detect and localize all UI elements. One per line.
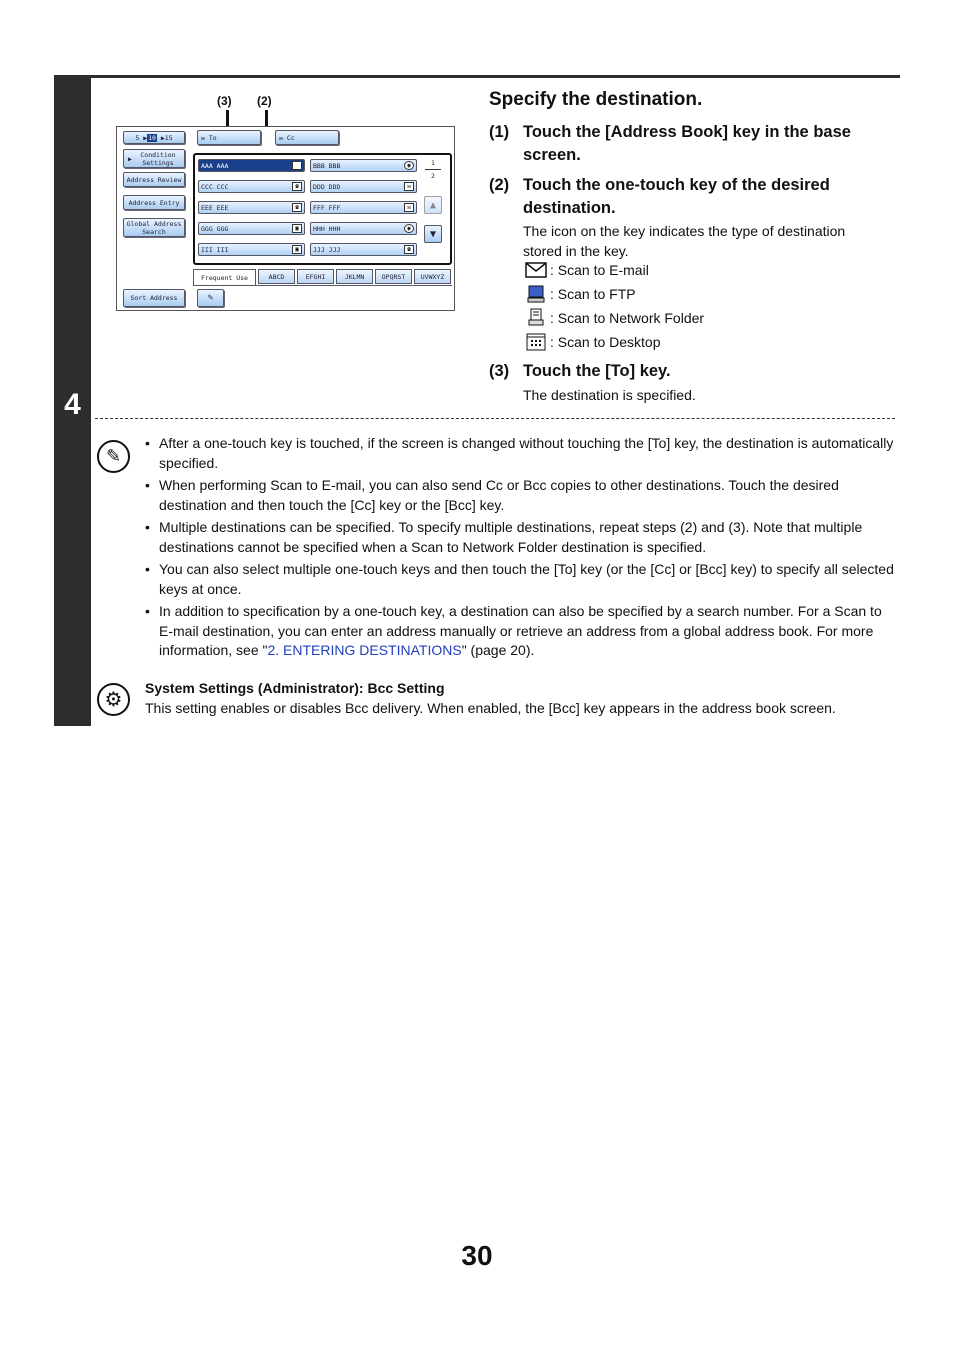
page-current: 1 bbox=[431, 159, 435, 167]
computer-icon bbox=[525, 284, 547, 304]
fax-icon: ☎ bbox=[292, 182, 302, 191]
to-icon: ✉ bbox=[201, 133, 205, 142]
tab-abcd[interactable]: ABCD bbox=[258, 269, 295, 284]
pager-right: 15 bbox=[164, 133, 173, 142]
note-item: • When performing Scan to E-mail, you can also send Cc or Bcc copies to other destinations. Touch the desired destination and then touch the [Cc] key or the [Bcc] key. bbox=[145, 476, 895, 515]
system-settings-title: System Settings (Administrator): Bcc Setting bbox=[145, 680, 445, 696]
address-entry-button[interactable]: Address Entry bbox=[123, 195, 185, 210]
cc-button[interactable] bbox=[275, 130, 339, 145]
to-label: To bbox=[208, 133, 217, 142]
tab-opqrst[interactable]: OPQRST bbox=[375, 269, 412, 284]
step-number: 4 bbox=[64, 388, 81, 421]
substep-3: (3) Touch the [To] key. bbox=[489, 362, 671, 380]
desktop-grid-icon bbox=[525, 332, 547, 352]
key-aaa[interactable]: AAA AAA ✉ bbox=[198, 159, 305, 172]
cc-label: Cc bbox=[286, 133, 295, 142]
notes-list bbox=[145, 434, 895, 664]
folder-icon: ◉ bbox=[404, 161, 414, 170]
pencil-note-icon: ✎ bbox=[97, 440, 130, 473]
address-book-screen bbox=[116, 126, 455, 311]
fax-icon: ☎ bbox=[404, 245, 414, 254]
mail-icon: ✉ bbox=[292, 161, 302, 170]
folder-icon: ◉ bbox=[404, 224, 414, 233]
substep-3-description: The destination is specified. bbox=[523, 387, 696, 403]
callout-2: (2) bbox=[257, 94, 272, 108]
substep-1: (1) Touch the [Address Book] key in the base screen. bbox=[489, 123, 851, 164]
fax-icon: ☎ bbox=[292, 203, 302, 212]
tab-frequent-use[interactable]: Frequent Use bbox=[193, 269, 256, 285]
entering-destinations-link[interactable]: 2. ENTERING DESTINATIONS bbox=[267, 642, 462, 658]
legend-network-folder: : Scan to Network Folder bbox=[525, 308, 704, 328]
mail-icon: ✉ bbox=[404, 203, 414, 212]
substep-2-description: The icon on the key indicates the type of destination stored in the key. bbox=[523, 223, 846, 259]
dashed-divider bbox=[95, 418, 895, 419]
key-hhh[interactable]: HHH HHH ◉ bbox=[310, 222, 417, 235]
note-item: • In addition to specification by a one-touch key, a destination can also be specified by a search number. For a Scan to E-mail destination, you can enter an address manually or retrieve an address from a global address book. For more information, see "2. ENTERING DESTINATIONS" (page 20). bbox=[145, 602, 895, 661]
pager-left: 5 bbox=[135, 133, 140, 142]
key-jjj[interactable]: JJJ JJJ ☎ bbox=[310, 243, 417, 256]
pager-mid: 10 bbox=[148, 133, 156, 142]
tab-uvwxyz[interactable]: UVWXYZ bbox=[414, 269, 451, 284]
sort-address-button[interactable]: Sort Address bbox=[123, 289, 185, 307]
key-iii[interactable]: III III ▣ bbox=[198, 243, 305, 256]
key-eee[interactable]: EEE EEE ☎ bbox=[198, 201, 305, 214]
address-review-button[interactable]: Address Review bbox=[123, 172, 185, 187]
substep-2: (2) Touch the one-touch key of the desired destination. bbox=[489, 176, 830, 217]
mail-icon: ✉ bbox=[404, 182, 414, 191]
network-folder-icon bbox=[525, 308, 547, 328]
key-fff[interactable]: FFF FFF ✉ bbox=[310, 201, 417, 214]
cc-icon: ✉ bbox=[279, 133, 283, 142]
top-rule bbox=[54, 75, 900, 78]
key-ccc[interactable]: CCC CCC ☎ bbox=[198, 180, 305, 193]
gear-icon: ⚙ bbox=[97, 683, 130, 716]
system-settings-text: This setting enables or disables Bcc delivery. When enabled, the [Bcc] key appears in the address book screen. bbox=[145, 700, 836, 716]
tab-jklmn[interactable]: JKLMN bbox=[336, 269, 373, 284]
tab-efghi[interactable]: EFGHI bbox=[297, 269, 334, 284]
scroll-up-icon[interactable]: ▲ bbox=[424, 196, 442, 214]
scroll-down-icon[interactable]: ▼ bbox=[424, 225, 442, 243]
pager-control[interactable]: 5 ▶ 10 ▶ 15 bbox=[123, 131, 185, 144]
key-ddd[interactable]: DDD DDD ✉ bbox=[310, 180, 417, 193]
page-indicator bbox=[422, 159, 444, 180]
key-ggg[interactable]: GGG GGG ▣ bbox=[198, 222, 305, 235]
page-total: 2 bbox=[431, 172, 435, 180]
legend-desktop: : Scan to Desktop bbox=[525, 332, 661, 352]
global-address-search-button[interactable]: Global Address Search bbox=[123, 218, 185, 237]
envelope-icon bbox=[525, 260, 547, 280]
key-bbb[interactable]: BBB BBB ◉ bbox=[310, 159, 417, 172]
note-item: • After a one-touch key is touched, if the screen is changed without touching the [To] key, the destination is automatically specified. bbox=[145, 434, 895, 473]
ftp-icon: ▣ bbox=[292, 245, 302, 254]
step-heading: Specify the destination. bbox=[489, 89, 703, 110]
to-button[interactable] bbox=[197, 130, 261, 145]
condition-settings-button[interactable]: ▶ Condition Settings bbox=[123, 149, 185, 168]
page-number: 30 bbox=[461, 1240, 493, 1271]
legend-ftp: : Scan to FTP bbox=[525, 284, 636, 304]
ftp-icon: ▣ bbox=[292, 224, 302, 233]
note-item: • Multiple destinations can be specified. To specify multiple destinations, repeat steps (2) and (3). Note that multiple destinations cannot be specified when a Scan to Network Folder destination is specified. bbox=[145, 518, 895, 557]
callout-3: (3) bbox=[217, 94, 232, 108]
note-item: • You can also select multiple one-touch keys and then touch the [To] key (or the [Cc] or [Bcc] key) to specify all selected keys at once. bbox=[145, 560, 895, 599]
edit-icon[interactable]: ✎ bbox=[197, 289, 224, 307]
arrow-right-icon: ▶ bbox=[128, 154, 132, 163]
legend-email: : Scan to E-mail bbox=[525, 260, 649, 280]
